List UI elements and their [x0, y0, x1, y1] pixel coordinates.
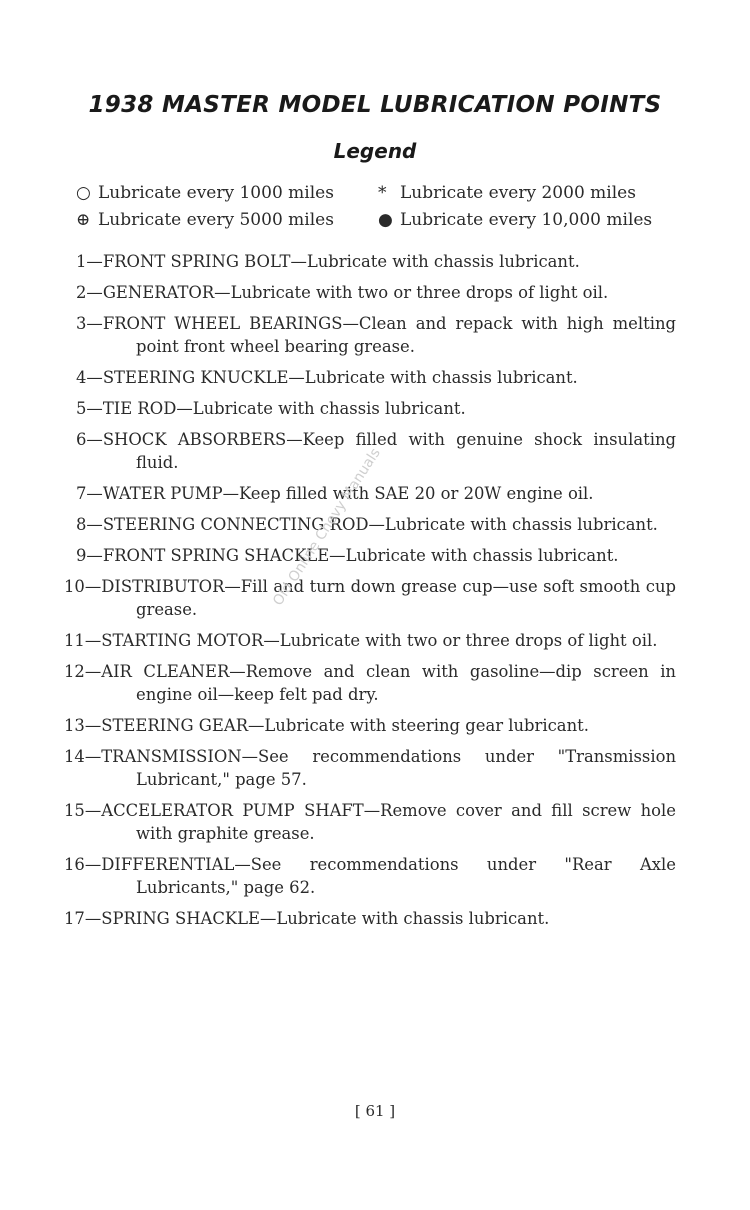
item-text: GENERATOR—Lubricate with two or three drops of light oil.	[102, 283, 609, 302]
item-number: 17—	[64, 909, 102, 928]
list-item	[64, 907, 676, 930]
legend-row-2	[76, 210, 653, 230]
item-text: WATER PUMP—Keep filled with SAE 20 or 20W engine oil.	[102, 484, 594, 503]
list-item	[76, 250, 676, 273]
item-number: 14—	[64, 747, 102, 766]
item-text: STARTING MOTOR—Lubricate with two or three drops of light oil.	[101, 631, 658, 650]
item-number: 11—	[64, 631, 102, 650]
filled-circle-icon: ●	[378, 210, 393, 230]
page-number: [ 61 ]	[354, 1102, 396, 1120]
item-text: FRONT SPRING BOLT—Lubricate with chassis lubricant.	[102, 252, 580, 271]
list-item	[64, 575, 676, 621]
legend-row-1	[76, 183, 636, 203]
list-item	[64, 660, 676, 706]
item-number: 4—	[76, 368, 103, 387]
item-text: STEERING KNUCKLE—Lubricate with chassis lubricant.	[102, 368, 578, 387]
list-item	[76, 482, 676, 505]
list-item	[76, 281, 676, 304]
item-text: STEERING CONNECTING ROD—Lubricate with chassis lubricant.	[102, 515, 658, 534]
list-item	[76, 513, 676, 536]
list-item	[76, 397, 676, 420]
item-number: 13—	[64, 716, 102, 735]
item-number: 9—	[76, 546, 103, 565]
list-item	[64, 799, 676, 845]
item-number: 6—	[76, 430, 103, 449]
item-number: 5—	[76, 399, 103, 418]
legend-text-2000: Lubricate every 2000 miles	[400, 183, 636, 203]
legend-entry-10000	[378, 210, 652, 230]
item-text: FRONT WHEEL BEARINGS—Clean and repack with high melting point front wheel bearing grease.	[102, 314, 676, 356]
list-item	[64, 853, 676, 899]
item-text: STEERING GEAR—Lubricate with steering gear lubricant.	[101, 716, 589, 735]
item-number: 15—	[64, 801, 102, 820]
list-item	[76, 312, 676, 358]
item-text: DISTRIBUTOR—Fill and turn down grease cup—use soft smooth cup grease.	[101, 577, 676, 619]
list-item	[76, 544, 676, 567]
legend-entry-2000	[378, 183, 636, 203]
legend-heading: Legend	[333, 139, 417, 163]
item-text: SHOCK ABSORBERS—Keep filled with genuine shock insulating fluid.	[102, 430, 676, 472]
legend-text-1000: Lubricate every 1000 miles	[98, 183, 334, 203]
item-number: 10—	[64, 577, 102, 596]
item-number: 7—	[76, 484, 103, 503]
list-item	[64, 745, 676, 791]
legend-text-5000: Lubricate every 5000 miles	[98, 210, 334, 230]
item-text: DIFFERENTIAL—See recommendations under "Rear Axle Lubricants," page 62.	[101, 855, 676, 897]
asterisk-icon: *	[378, 183, 387, 203]
item-number: 2—	[76, 283, 103, 302]
item-number: 8—	[76, 515, 103, 534]
open-circle-icon: ○	[76, 183, 91, 203]
item-text: TRANSMISSION—See recommendations under "Transmission Lubricant," page 57.	[101, 747, 676, 789]
item-text: FRONT SPRING SHACKLE—Lubricate with chassis lubricant.	[102, 546, 619, 565]
legend-text-10000: Lubricate every 10,000 miles	[400, 210, 653, 230]
item-text: ACCELERATOR PUMP SHAFT—Remove cover and fill screw hole with graphite grease.	[101, 801, 676, 843]
watermark: Old Online Chevy Manuals	[270, 445, 384, 609]
item-text: SPRING SHACKLE—Lubricate with chassis lubricant.	[101, 909, 550, 928]
item-number: 12—	[64, 662, 102, 681]
page-title: 1938 MASTER MODEL LUBRICATION POINTS	[88, 92, 662, 118]
lubrication-points-list	[64, 250, 676, 938]
item-number: 3—	[76, 314, 103, 333]
list-item	[64, 714, 676, 737]
circle-plus-icon: ⊕	[76, 210, 91, 230]
item-number: 16—	[64, 855, 102, 874]
list-item	[64, 629, 676, 652]
item-number: 1—	[76, 252, 103, 271]
item-text: TIE ROD—Lubricate with chassis lubricant.	[102, 399, 466, 418]
item-text: AIR CLEANER—Remove and clean with gasoline—dip screen in engine oil—keep felt pad dry.	[101, 662, 676, 704]
list-item	[76, 366, 676, 389]
